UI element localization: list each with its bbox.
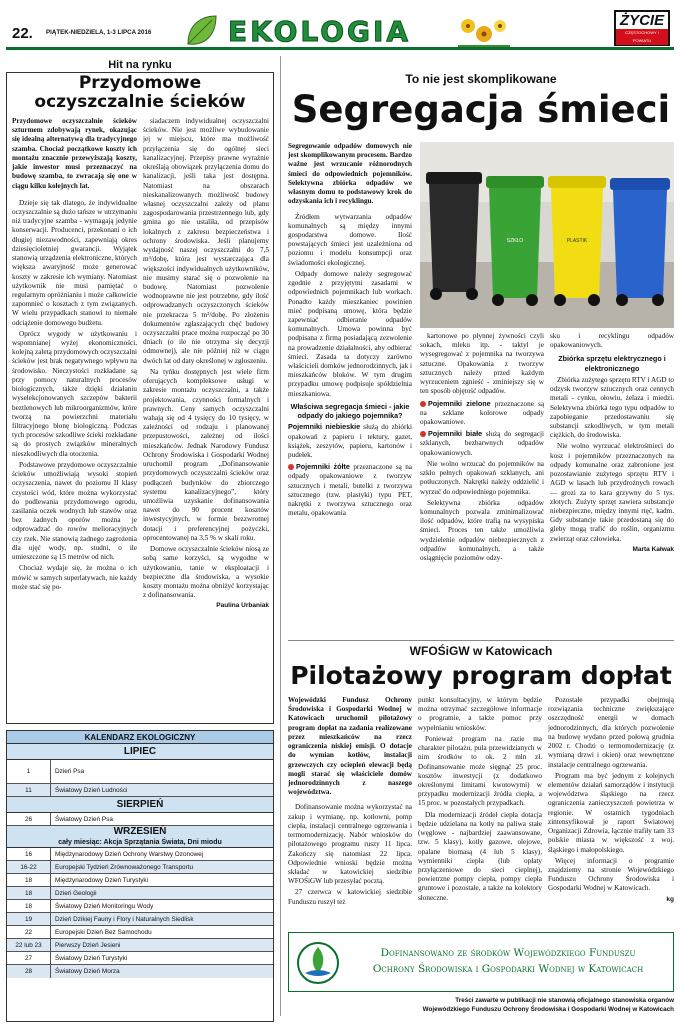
calendar-row: 28 Światowy Dzień Morza [7,965,273,978]
paragraph: Odpady domowe należy segregować zgodnie z przyjętymi zasadami w odpowiednich pojemnikach lub workach. Ponadto każdy mieszkaniec powinien mieć podpisaną umowę, która będzie zapewniać odbieranie odpadów komunalnych. Umowa powinna być podpisana z firmą posiadającą zezwolenie na prowadzenie działalności, aby odbierać śmieci. Zasada ta dotyczy zarówno właścicieli domków jednorodzinnych, jak i mieszkańców bloków. W tym drugim przypadku umowę podpisuje spółdzielnia mieszkaniowa. [288,269,412,398]
paragraph: Źródłem wytwarzania odpadów komunalnych są między innymi gospodarstwa domowe. Ilość powstających śmieci jest uzależniona od poziomu i modelu konsumpcji oraz świadomości ekologicznej. [288,212,412,267]
page-header [6,4,674,50]
segregation-subhead: Właściwa segregacja śmieci - jakie odpady do jakiego pojemnika? [290,401,410,421]
program-title: Pilotażowy program dopłat [290,661,672,690]
paragraph: Dla modernizacji źródeł ciepła dotacja będzie udzielana na kotły na paliwa stałe (węglowe - najbardziej zaawansowane, tzw. 5 klasy), kotły gazowe, olejowe, opalane biomasą (4 lub 5 klasy), wymienniki ciepła (lub opłaty przyłączeniowe do sieci cieplnej), powietrzne pompy ciepła, pompy ciepła gruntowe i pozostałe, a także na kolektory słoneczne. [418,810,542,902]
calendar-row: 22 lub 23 Pierwszy Dzień Jesieni [7,939,273,952]
paragraph: kartonowe po płynnej żywności czyli sokach, mleku itp. - taktyl je wysegregować z pojemnika na tworzywa sztuczne. Opakowania z tworzyw sztucznych należy przed każdym wyrzuceniem zgnieść - zminiejszy się w ten sposób objętość odpadów. [420,332,544,396]
banner-line1: Dofinansowano ze środków Wojewódzkiego Funduszu [380,947,636,959]
paragraph: siadaczem indywidualnej oczyszczalni ścieków. Nie jest możliwe wybudowanie jej w miejscu, które ma możliwość przyłączenia się do ogólnej sieci kanalizacyjnej. Przepisy prawne wyraźnie określają obowiązek przyłączenia domu do kanalizacji, jeśli taka jest dostępna. Natomiast na obszarach nieskanalizowanych możliwość budowy własnej oczyszczalni zależy od planu zagospodarowania przestrzennego lub, gdy gmina go nie ustaliła, od przepisów lokalnych z zakresu bezpieczeństwa i ochrony środowiska. Jeśli planujemy wydajność naszej oczyszczalni do 7,5 m³/dobę, która jest wystarczająca dla większości indywidualnych użytkowników, nie musimy starać się o pozwolenie na budowę. Natomiast pozwolenie wodnoprawne nie jest potrzebne, gdy ilość odprowadzanych oczyszczonych ścieków nie przekracza 5 m³/dobę. Po złożeniu dokumentów zgłaszających chęć budowy oczyszczalni prace można rozpocząć po 30 dniach (o ile nie otrzyma się decyzji odmownej), ale nie później niż w ciągu dwóch lat od daty określonej w zgłoszeniu. [143,117,269,365]
bin-label-plastic: PLASTIK [566,238,588,244]
segregation-col2 [420,332,544,642]
paragraph: Dofinansowanie można wykorzystać na zakup i wymianę, np. kotłowni, pomp ciepła, instalacji centralnego ogrzewania i termomodernizację. Nabór wniosków do pilotażowego programu ruszy 11 lipca. Zakończy się natomiast 22 lipca. Odpowiednie wnioski będzie można składać w katowickiej siedzibie WFOŚiGW lub przesyłać pocztą. [288,803,412,886]
paragraph: 27 czerwca w katowickiej siedzibie Funduszu ruszył też [288,888,412,906]
disclaimer-line2: Wojewódzkiego Funduszu Ochrony Środowiska i Gospodarki Wodnej w Katowicach [422,1006,674,1013]
calendar-row: 19 Dzień Dzikiej Fauny i Flory i Naturalnych Siedlisk [7,913,273,926]
program-rubric: WFOŚiGW w Katowicach [409,644,553,658]
calendar-row: 18 Światowy Dzień Monitoringu Wody [7,900,273,913]
bullet-icon [288,464,294,470]
left-article-title: Przydomowe oczyszczalnie ścieków [34,73,246,112]
leaf-icon [184,14,218,48]
waste-bins-photo [420,142,674,328]
paragraph: Chociaż wydaje się, że można o ich mówić w samych superlatywach, nie każdy może stać się po- [12,564,137,591]
calendar-row: 11 Światowy Dzień Ludności [7,784,273,797]
paragraph: Nie wolno wyrzucać elektrośmieci do kosz i pojemników przeznaczonych na odpady komunalne oraz zabronione jest pozostawianie zużytego sprzętu RTV i AGD w lasach lub przydrożnych rowach — grozi za to kara grzywny do 5 tys. złotych. Zużyty sprzęt zawiera substancje niebezpieczne, między innymi rtęć, kadm. Gdy substancje takie przedostaną się do gleby mogą trafić do roślin, organizmu zwierząt oraz człowieka. [550,442,674,543]
issue-date: PIĄTEK-NIEDZIELA, 1-3 LIPCA 2016 [46,29,152,36]
logo-subtitle: CZĘSTOCHOWY I POWIATU [616,29,668,45]
bin-rule: Pojemniki żółte przeznaczone są na odpady opakowaniowe z tworzyw sztucznych i metali, butelki z tworzywa sztucznego (tzw. plastyki) typu PET, nakrętki z tworzywa sztucznego oraz metalu, opakowania [288,462,412,518]
bullet-icon [420,431,426,437]
paragraph: Podstawowe przydomowe oczyszczalnie ścieków umożliwiają wysoki stopień oczyszczenia, nawet do poziomu II klasy czystości wód, które można wykorzystać do podlewania przydomowego ogrodu, zasilania oczek wodnych lub stawów oraz bez żadnych oporów można je odprowadzać do rowów melioracyjnych czy rzek. Nie stanowią żadnego zagrożenia dla ujęć wody, np. studni, o ile umieszczone są 15 metrów od nich. [12,460,137,562]
month-header: SIERPIEŃ [7,797,273,813]
paragraph: Ponieważ program na razie ma charakter pilotażu, pula przewidzianych w nim środków to ok. 2 mln zł. Dofinansowanie może sięgnąć 25 proc. kosztów inwestycji (z dodatkowo określonymi limitami kwotowymi) w przypadku modernizacji źródła ciepła, a 15 proc. w pozostałych przypadkach. [418,734,542,808]
bin-rule: Pojemniki niebieskie służą do zbiórki opakowań z papieru i tektury, gazet, książek, zeszytów, papieru, kartonów i pudełek. [288,422,412,459]
paragraph: Więcej informacji o programie znajdziemy na stronie Wojewódzkiego Funduszu Ochrony Środowiska i Gospodarki Wodnej w Katowicach. [548,856,674,893]
wfosigw-logo-icon [295,939,341,987]
month-header: WRZESIEŃ [7,826,273,838]
calendar-row: 18 Międzynarodowy Dzień Turystyki [7,874,273,887]
author: Paulina Urbaniak [216,602,269,610]
paragraph: Domowe oczyszczalnie ścieków niosą ze sobą same korzyści, są wygodne w użytkowaniu, tanie w eksploatacji i bezpieczne dla środowiska, a wysokie koszty montażu można obniżyć korzystając z dofinansowania. [143,545,269,600]
page-number: 22. [12,25,33,42]
calendar-title: KALENDARZ EKOLOGICZNY [7,731,273,744]
calendar-row: 22 Europejski Dzień Bez Samochodu [7,926,273,939]
left-article-rubric: Hit na rynku [108,59,172,71]
paragraph: Oprócz wygody w użytkowaniu i wspomnianej wyżej ekonomiczności, kolejną zaletą przydomowych oczyszczalni ścieków jest brak negatywnego wpływu na środowisko. Nieczystości rozkładane są przy pomocy naturalnych procesów biologicznych, także dzięki działaniu wyselekcjonowanych szczepów bakterii beztlenowych lub mikroorganizmów, które tworzą na powierzchni materiału filtracyjnego błonę biologiczną. Podczas tych procesów szkodliwe ścieki rozkładane są do prostych związków mineralnych nieszkodliwych dla otoczenia. [12,329,137,458]
calendar-row: 27 Światowy Dzień Turystyki [7,952,273,965]
bullet-icon [420,401,426,407]
flowers-icon [454,14,514,48]
calendar-row: 16 Międzynarodowy Dzień Ochrony Warstwy Ozonowej [7,848,273,861]
banner-line2: Ochrony Środowiska i Gospodarki Wodnej w Katowicach [372,963,644,975]
left-article-col2 [143,117,269,719]
program-col1 [288,696,412,928]
section-title: EKOLOGIA [228,15,412,48]
paragraph: sku i recyklingu odpadów opakowaniowych. [550,332,674,350]
paragraph: Dzieje się tak dlatego, że indywidualne oczyszczalnie są dużo tańsze w utrzymaniu niż tradycyjne szamba - wymagają jedynie konserwacji. Producenci, przekonani o ich długiej niezawodności, zapewniają okres dziesięcioletniej gwarancji. Wyjątek stanowią urządzenia elektroniczne, których większa awaryjność może generować koszty w zakresie ich wymiany. Natomiast użytkownik nie musi pamiętać o regularnym opróżnianiu i może całkowicie zapomnieć o kosztach z tym związanych. W wielu przypadkach stanowi to niemałe odciążenie domowego budżetu. [12,198,137,327]
segregation-rubric: To nie jest skomplikowane [405,72,557,86]
funding-banner [288,932,674,992]
disclaimer-line1: Treści zawarte w publikacji nie stanowią oficjalnego stanowiska organów [455,997,674,1004]
left-article-lead: Przydomowe oczyszczalnie ścieków szturmem zdobywają rynek, okazując się idealną alternatywą dla tradycyjnego szamba. Chociaż początkowe koszty ich montażu znacznie przewyższają koszty, jakie inwestor musi przeznaczyć na budowę szamba, to zwracają się one w ciągu kilku kolejnych lat. [12,117,137,190]
calendar-row: 26 Światowy Dzień Psa [7,813,273,826]
newspaper-logo[interactable] [614,10,670,46]
segregation-col3 [550,332,674,642]
paragraph: Zbiórka zużytego sprzętu RTV i AGD to odzysk tworzyw sztucznych oraz cennych metali - cynku, ołowiu, żelaza i miedzi. Selektywna zbiórka tego typu odpadów to zapobieganie przedostawaniu się substancji szkodliwych, w tym metali ciężkich, do środowiska. [550,375,674,440]
column-divider [280,56,281,1016]
left-article-col1 [12,117,137,719]
segregation-lead: Segregowanie odpadów domowych nie jest skomplikowanym procesem. Bardzo ważne jest wrzucanie różnorodnych śmieci do odpowiednich pojemników. Selektywna zbiórka odpadów we własnym domu to podstawowy krok do odzyskania ich i recyklingu. [288,142,412,206]
calendar-row: 18 Dzień Geologii [7,887,273,900]
bin-rule: Pojemniki zielone przeznaczone są na szklane kolorowe odpady opakowaniowe. [420,398,544,426]
month-header: LIPIEC [7,744,273,760]
calendar-row: 1 Dzień Psa [7,760,273,784]
paragraph: Program ma być jednym z kolejnych elementów działań samorządów i instytucji województwa śląskiego na rzecz ograniczenia zanieczyszczeń powietrza w regionie. W ostatnich tygodniach zintensyfikował je raport Światowej Organizacji Zdrowia, łącznie trafiły tam 33 polskie miasta w większość z woj. śląskiego i małopolskiego. [548,771,674,854]
segregation-col1 [288,142,412,662]
paragraph: Selektywna zbiórka odpadów komunalnych pozwala zminimalizować ilość odpadów, które trafią na wysypiska śmieci. Proces ten także umożliwia wydzielenie odpadów niebezpiecznych z odpadów komunalnych, a także osiągnięcie poziomów odzy- [420,498,544,563]
eco-calendar [6,730,274,1022]
author: kg [666,895,674,903]
calendar-row: 16-22 Europejski Tydzień Zrównoważonego Transportu [7,861,273,874]
program-col2 [418,696,542,928]
program-lead: Wojewódzki Fundusz Ochrony Środowiska i Gospodarki Wodnej w Katowicach uruchomił pilotażowy program dopłat na zadania realizowane przez mieszkańców na rzecz ograniczenia niskiej emisji. O dotacje do wymian kotłów, instalacji grzewczych czy ociepleń elewacji będą mogli starać się właściciele domów jednorodzinnych z naszego województwa. [288,696,412,797]
program-col3 [548,696,674,928]
paragraph: Nie wolno wrzucać do pojemników na szkło pełnych opakowań szklanych, ani potłuczonych. Nakrętki należy oddzielić i wyrzuć do odpowiedniego pojemnika. [420,459,544,496]
bin-label-glass: SZKŁO [506,238,524,244]
bin-rule: Pojemniki białe służą do segregacji szklanych, bezbarwnych odpadów opakowaniowych. [420,429,544,457]
black-bin [426,172,482,300]
blue-bin [610,178,670,306]
segregation-col3-head: Zbiórka sprzętu elektrycznego i elektronicznego [558,354,666,373]
divider [288,640,674,641]
author: Marta Kałwak [632,545,674,553]
logo-title: ŻYCIE [619,12,665,29]
paragraph: Na tyńku dostępnych jest wiele firm oferujących kompleksowe usługi w zakresie montażu oczyszczalni, a także projektowania, czynności formalnych i prawnych. Ceny samych oczyszczalni wahają się od 4 tysięcy do 10 tysięcy, w zależności od rodzaju i planowanej przepustowości, zależnej od ilości mieszkańców. Jednak Narodowy Fundusz Ochrony Środowiska i Gospodarki Wodnej uruchomił program „Dofinansowanie przydomowych oczyszczalni ścieków oraz podłączeń budynków do zbiorczego systemu kanalizacyjnego”, który umożliwia uzyskanie dofinansowania nawet do 90 procent kosztów inwestycyjnych, w formie bezzwrotnej dotacji i preferencyjnej pożyczki, oprocentowanej na 3,5 % w skali roku. [143,367,269,542]
segregation-title: Segregacja śmieci [291,88,671,131]
disclaimer [288,996,674,1014]
month-subheader: cały miesiąc: Akcja Sprzątania Świata, Dni miodu [7,838,273,848]
paragraph: punkt konsultacyjny, w którym będzie można otrzymać szczegółowe informacje o programie, a także pomoc przy wypełnianiu wniosków. [418,696,542,732]
paragraph: Pozostałe przypadki obejmują rozwiązania techniczne zwiększające oszczędność energii w domach jednorodzinnych, dla których pozwolenie na budowę wydano przed połową grudnia 2002 r. Chodzi o termomodernizację (z wymianą drzwi i okien) oraz wewnętrzne instalacje centralnego ogrzewania. [548,696,674,769]
